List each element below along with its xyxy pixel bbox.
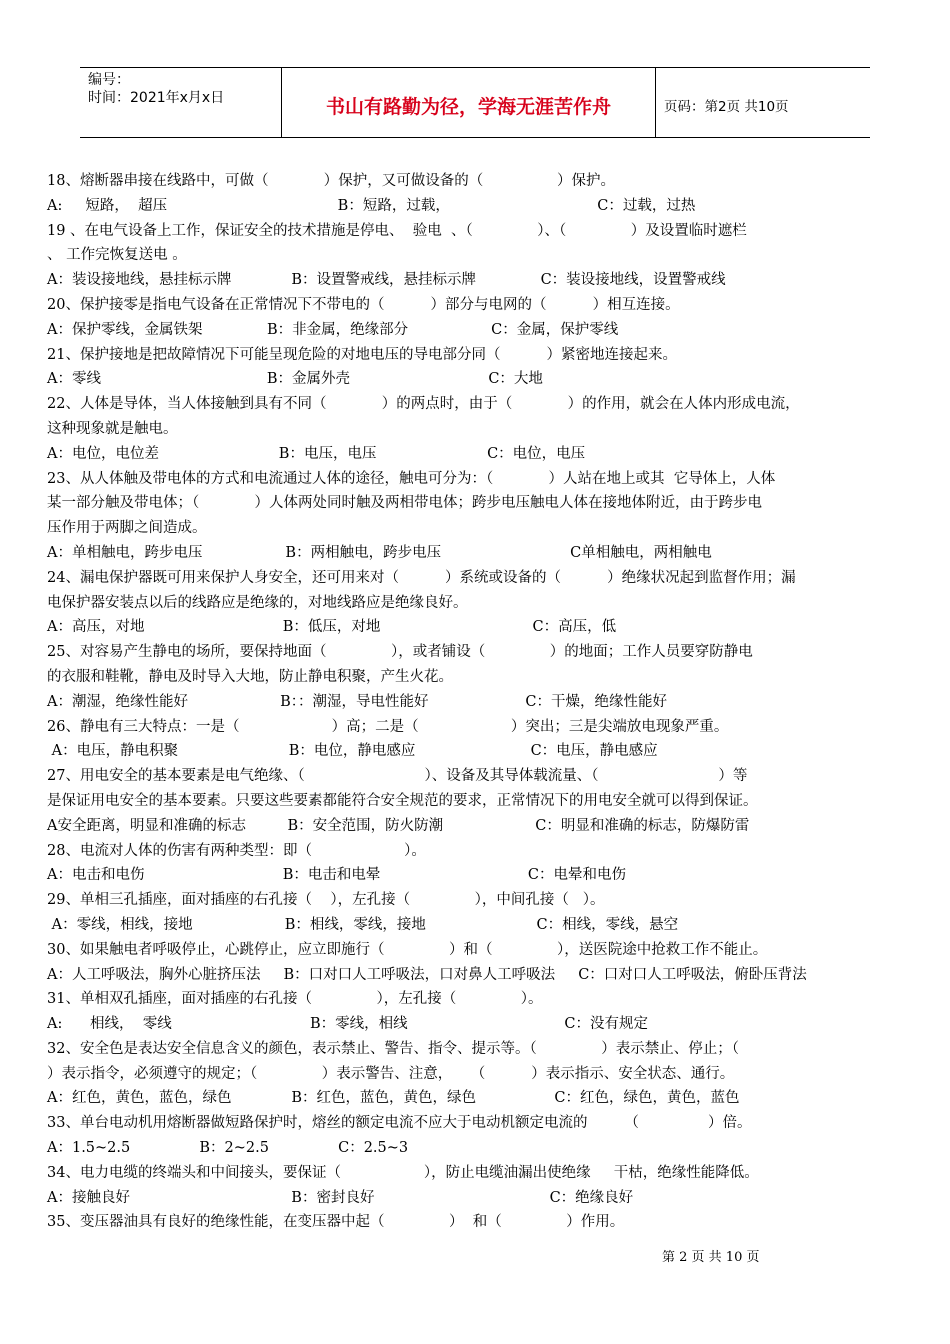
- text-line: A：单相触电，跨步电压 B：两相触电，跨步电压 C单相触电，两相触电: [47, 544, 712, 561]
- document-body: [47, 169, 907, 1235]
- text-line: 21、保护接地是把故障情况下可能呈现危险的对地电压的导电部分同（ ）紧密地连接起来。: [47, 346, 678, 363]
- text-line: 35、变压器油具有良好的绝缘性能，在变压器中起（ ） 和（ ）作用。: [47, 1214, 625, 1231]
- text-line: 27、用电安全的基本要素是电气绝缘、（ ）、设备及其导体载流量、（ ）等: [47, 768, 748, 785]
- text-line: 电保护器安装点以后的线路应是绝缘的，对地线路应是绝缘良好。: [47, 594, 468, 611]
- text-line: 31、单相双孔插座，面对插座的右孔接（ ），左孔接（ ）。: [47, 991, 543, 1008]
- text-line: A：装设接地线，悬挂标示牌 B：设置警戒线，悬挂标示牌 C：装设接地线，设置警戒线: [47, 272, 726, 289]
- text-line: A: 短路， 超压 B：短路，过载， C：过载，过热: [47, 197, 696, 214]
- text-line: 是保证用电安全的基本要素。只要这些要素都能符合安全规范的要求，正常情况下的用电安全就可以得到保证。: [47, 792, 758, 809]
- text-line: 26、静电有三大特点：一是（ ）高；二是（ ）突出；三是尖端放电现象严重。: [47, 718, 729, 735]
- text-line: 某一部分触及带电体；（ ）人体两处同时触及两相带电体；跨步电压触电人体在接地体附近，由于跨步电: [47, 495, 763, 512]
- header-meta: [80, 68, 282, 137]
- text-line: 压作用于两脚之间造成。: [47, 520, 207, 537]
- text-line: A：高压，对地 B：低压，对地 C：高压，低: [47, 619, 617, 636]
- page-label: 页码：第2页 共10页: [664, 99, 789, 115]
- text-line: A：人工呼吸法，胸外心脏挤压法 B：口对口人工呼吸法，口对鼻人工呼吸法 C：口对口人工呼吸法，俯卧压背法: [47, 966, 807, 983]
- text-line: A：电位，电位差 B：电压，电压 C：电位，电压: [47, 445, 586, 462]
- time-label: 时间：2021年x月x日: [88, 90, 225, 106]
- text-line: ）表示指令，必须遵守的规定；（ ）表示警告、注意， （ ）表示指示、安全状态、通行。: [47, 1065, 735, 1082]
- text-line: 29、单相三孔插座，面对插座的右孔接（ ），左孔接（ ），中间孔接（ ）。: [47, 892, 605, 909]
- text-line: 34、电力电缆的终端头和中间接头，要保证（ ），防止电缆油漏出使绝缘 干枯，绝缘性能降低。: [47, 1164, 759, 1181]
- text-line: 24、漏电保护器既可用来保护人身安全，还可用来对（ ）系统或设备的（ ）绝缘状况起到监督作用；漏: [47, 569, 796, 586]
- text-line: A：零线 B：金属外壳 C：大地: [47, 371, 543, 388]
- text-line: 33、单台电动机用熔断器做短路保护时，熔丝的额定电流不应大于电动机额定电流的 （ ）倍。: [47, 1115, 752, 1132]
- text-line: A：电击和电伤 B：电击和电晕 C：电晕和电伤: [47, 867, 626, 884]
- header-page: [656, 68, 870, 137]
- page-footer: 第 2 页 共 10 页: [662, 1250, 760, 1265]
- header-motto: [282, 68, 656, 137]
- text-line: 23、从人体触及带电体的方式和电流通过人体的途径，触电可分为：（ ）人站在地上或其 它导体上，人体: [47, 470, 776, 487]
- text-line: 这种现象就是触电。: [47, 420, 178, 437]
- text-line: A：电压，静电积聚 B：电位，静电感应 C：电压，静电感应: [47, 743, 658, 760]
- text-line: A：红色，黄色，蓝色，绿色 B：红色，蓝色，黄色，绿色 C：红色，绿色，黄色，蓝色: [47, 1090, 740, 1107]
- text-line: A: 相线， 零线 B：零线，相线 C：没有规定: [47, 1016, 648, 1033]
- text-line: A：潮湿，绝缘性能好 B：：潮湿，导电性能好 C：干燥，绝缘性能好: [47, 693, 667, 710]
- document-header: [80, 67, 870, 138]
- text-line: A安全距离，明显和准确的标志 B：安全范围，防火防潮 C：明显和准确的标志，防爆防雷: [47, 817, 750, 834]
- text-line: 30、如果触电者呼吸停止，心跳停止，应立即施行（ ）和（ ），送医院途中抢救工作不能止。: [47, 941, 768, 958]
- text-line: 20、保护接零是指电气设备在正常情况下不带电的（ ）部分与电网的（ ）相互连接。: [47, 296, 680, 313]
- text-line: 22、人体是导体，当人体接触到具有不同（ ）的两点时，由于（ ）的作用，就会在人体内形成电流，: [47, 396, 800, 413]
- text-line: A：保护零线，金属铁架 B：非金属，绝缘部分 C：金属，保护零线: [47, 321, 619, 338]
- text-line: 25、对容易产生静电的场所，要保持地面（ ），或者铺设（ ）的地面；工作人员要穿防静电: [47, 644, 753, 661]
- text-line: A：1.5~2.5 B：2~2.5 C：2.5~3: [47, 1140, 409, 1157]
- number-label: 编号：: [88, 72, 130, 88]
- text-line: A：接触良好 B：密封良好 C：绝缘良好: [47, 1189, 634, 1206]
- text-line: 的衣服和鞋靴，静电及时导入大地，防止静电积聚，产生火花。: [47, 668, 453, 685]
- text-line: A：零线，相线，接地 B：相线，零线，接地 C：相线，零线，悬空: [47, 916, 679, 933]
- text-line: 32、安全色是表达安全信息含义的颜色，表示禁止、警告、指令、提示等。（ ）表示禁止、停止；（: [47, 1040, 739, 1057]
- text-line: 、 工作完恢复送电 。: [47, 247, 187, 264]
- text-line: 28、电流对人体的伤害有两种类型：即（ ）。: [47, 842, 426, 859]
- text-line: 19 、在电气设备上工作，保证安全的技术措施是停电、 验电 、（ ）、（ ）及设置临时遮栏: [47, 222, 747, 239]
- text-line: 18、熔断器串接在线路中，可做（ ）保护，又可做设备的（ ）保护。: [47, 173, 616, 189]
- motto-text: 书山有路勤为径，学海无涯苦作舟: [325, 96, 611, 118]
